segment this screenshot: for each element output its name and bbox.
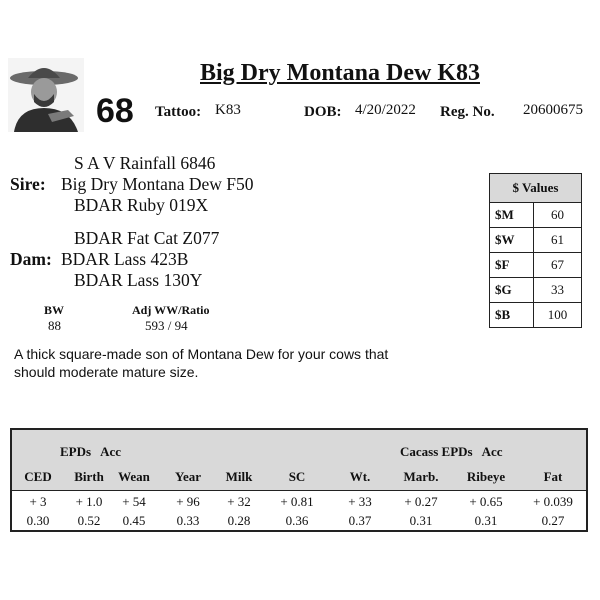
dollar-value: 100 xyxy=(534,303,582,328)
dam-label: Dam: xyxy=(10,249,52,269)
epd-accuracy: 0.45 xyxy=(122,513,146,528)
table-row xyxy=(490,278,582,303)
bw-value: 88 xyxy=(48,318,61,333)
epd-column-header: Birth xyxy=(74,469,104,484)
epd-column-header: SC xyxy=(288,469,306,484)
sire-label: Sire: xyxy=(10,174,46,194)
epd-column-header: Wean xyxy=(118,469,150,484)
dam-sire-name: BDAR Fat Cat Z077 xyxy=(74,228,220,248)
epd-value: + 0.039 xyxy=(533,494,573,509)
bw-label: BW xyxy=(44,303,65,317)
epd-column-header: CED xyxy=(24,469,52,484)
reg-number-value: 20600675 xyxy=(523,102,583,118)
epd-accuracy: 0.36 xyxy=(285,513,309,528)
table-row xyxy=(490,228,582,253)
dollar-key: $M xyxy=(490,203,534,228)
reg-number-label: Reg. No. xyxy=(440,104,495,120)
table-row xyxy=(490,253,582,278)
carcass-epd-group-label: Cacass EPDs Acc xyxy=(400,444,503,459)
dollar-key: $B xyxy=(490,303,534,328)
sire-sire-name: S A V Rainfall 6846 xyxy=(74,153,216,173)
dollar-value: 60 xyxy=(534,203,582,228)
epd-column-header: Wt. xyxy=(349,469,371,484)
epd-accuracy: 0.52 xyxy=(77,513,101,528)
ww-value: 593 / 94 xyxy=(145,318,188,333)
table-row xyxy=(490,303,582,328)
dollar-value: 61 xyxy=(534,228,582,253)
epd-value: + 54 xyxy=(122,494,146,509)
dollar-key: $W xyxy=(490,228,534,253)
dam-name: BDAR Lass 423B xyxy=(61,249,189,269)
tattoo-label: Tattoo: xyxy=(155,104,202,120)
dollar-key: $F xyxy=(490,253,534,278)
animal-description: A thick square-made son of Montana Dew for your cows that should moderate mature size. xyxy=(14,346,389,380)
dollar-key: $G xyxy=(490,278,534,303)
lot-number: 68 xyxy=(96,92,134,130)
epd-value: + 0.27 xyxy=(404,494,438,509)
epd-column-header: Year xyxy=(175,469,201,484)
epd-value: + 0.81 xyxy=(280,494,314,509)
dollar-values-table xyxy=(489,173,582,328)
epd-column-header: Milk xyxy=(225,469,253,484)
tattoo-value: K83 xyxy=(215,102,241,118)
epd-value: + 3 xyxy=(29,494,47,509)
dob-label: DOB: xyxy=(304,104,342,120)
sire-name: Big Dry Montana Dew F50 xyxy=(61,174,254,194)
ww-label: Adj WW/Ratio xyxy=(132,303,210,317)
epd-value: + 33 xyxy=(348,494,372,509)
epd-value: + 1.0 xyxy=(75,494,103,509)
epd-accuracy: 0.27 xyxy=(541,513,565,528)
dollar-value: 33 xyxy=(534,278,582,303)
epd-accuracy: 0.31 xyxy=(474,513,498,528)
dollar-values-title: $ Values xyxy=(490,174,582,203)
epd-group-label: EPDs Acc xyxy=(60,444,122,459)
animal-name-title: Big Dry Montana Dew K83 xyxy=(200,60,480,86)
sire-dam-name: BDAR Ruby 019X xyxy=(74,195,209,215)
epd-column-header: Marb. xyxy=(403,469,439,484)
epd-column-header: Ribeye xyxy=(466,469,506,484)
epd-accuracy: 0.33 xyxy=(176,513,200,528)
epd-value: + 32 xyxy=(227,494,251,509)
dam-dam-name: BDAR Lass 130Y xyxy=(74,270,203,290)
dollar-value: 67 xyxy=(534,253,582,278)
epd-accuracy: 0.31 xyxy=(409,513,433,528)
epd-value: + 0.65 xyxy=(469,494,503,509)
epd-column-header: Fat xyxy=(543,469,563,484)
epd-divider xyxy=(12,490,586,491)
epd-accuracy: 0.37 xyxy=(348,513,372,528)
table-row xyxy=(490,203,582,228)
epd-accuracy: 0.28 xyxy=(227,513,251,528)
epd-value: + 96 xyxy=(176,494,200,509)
epd-accuracy: 0.30 xyxy=(26,513,50,528)
dob-value: 4/20/2022 xyxy=(355,102,416,118)
